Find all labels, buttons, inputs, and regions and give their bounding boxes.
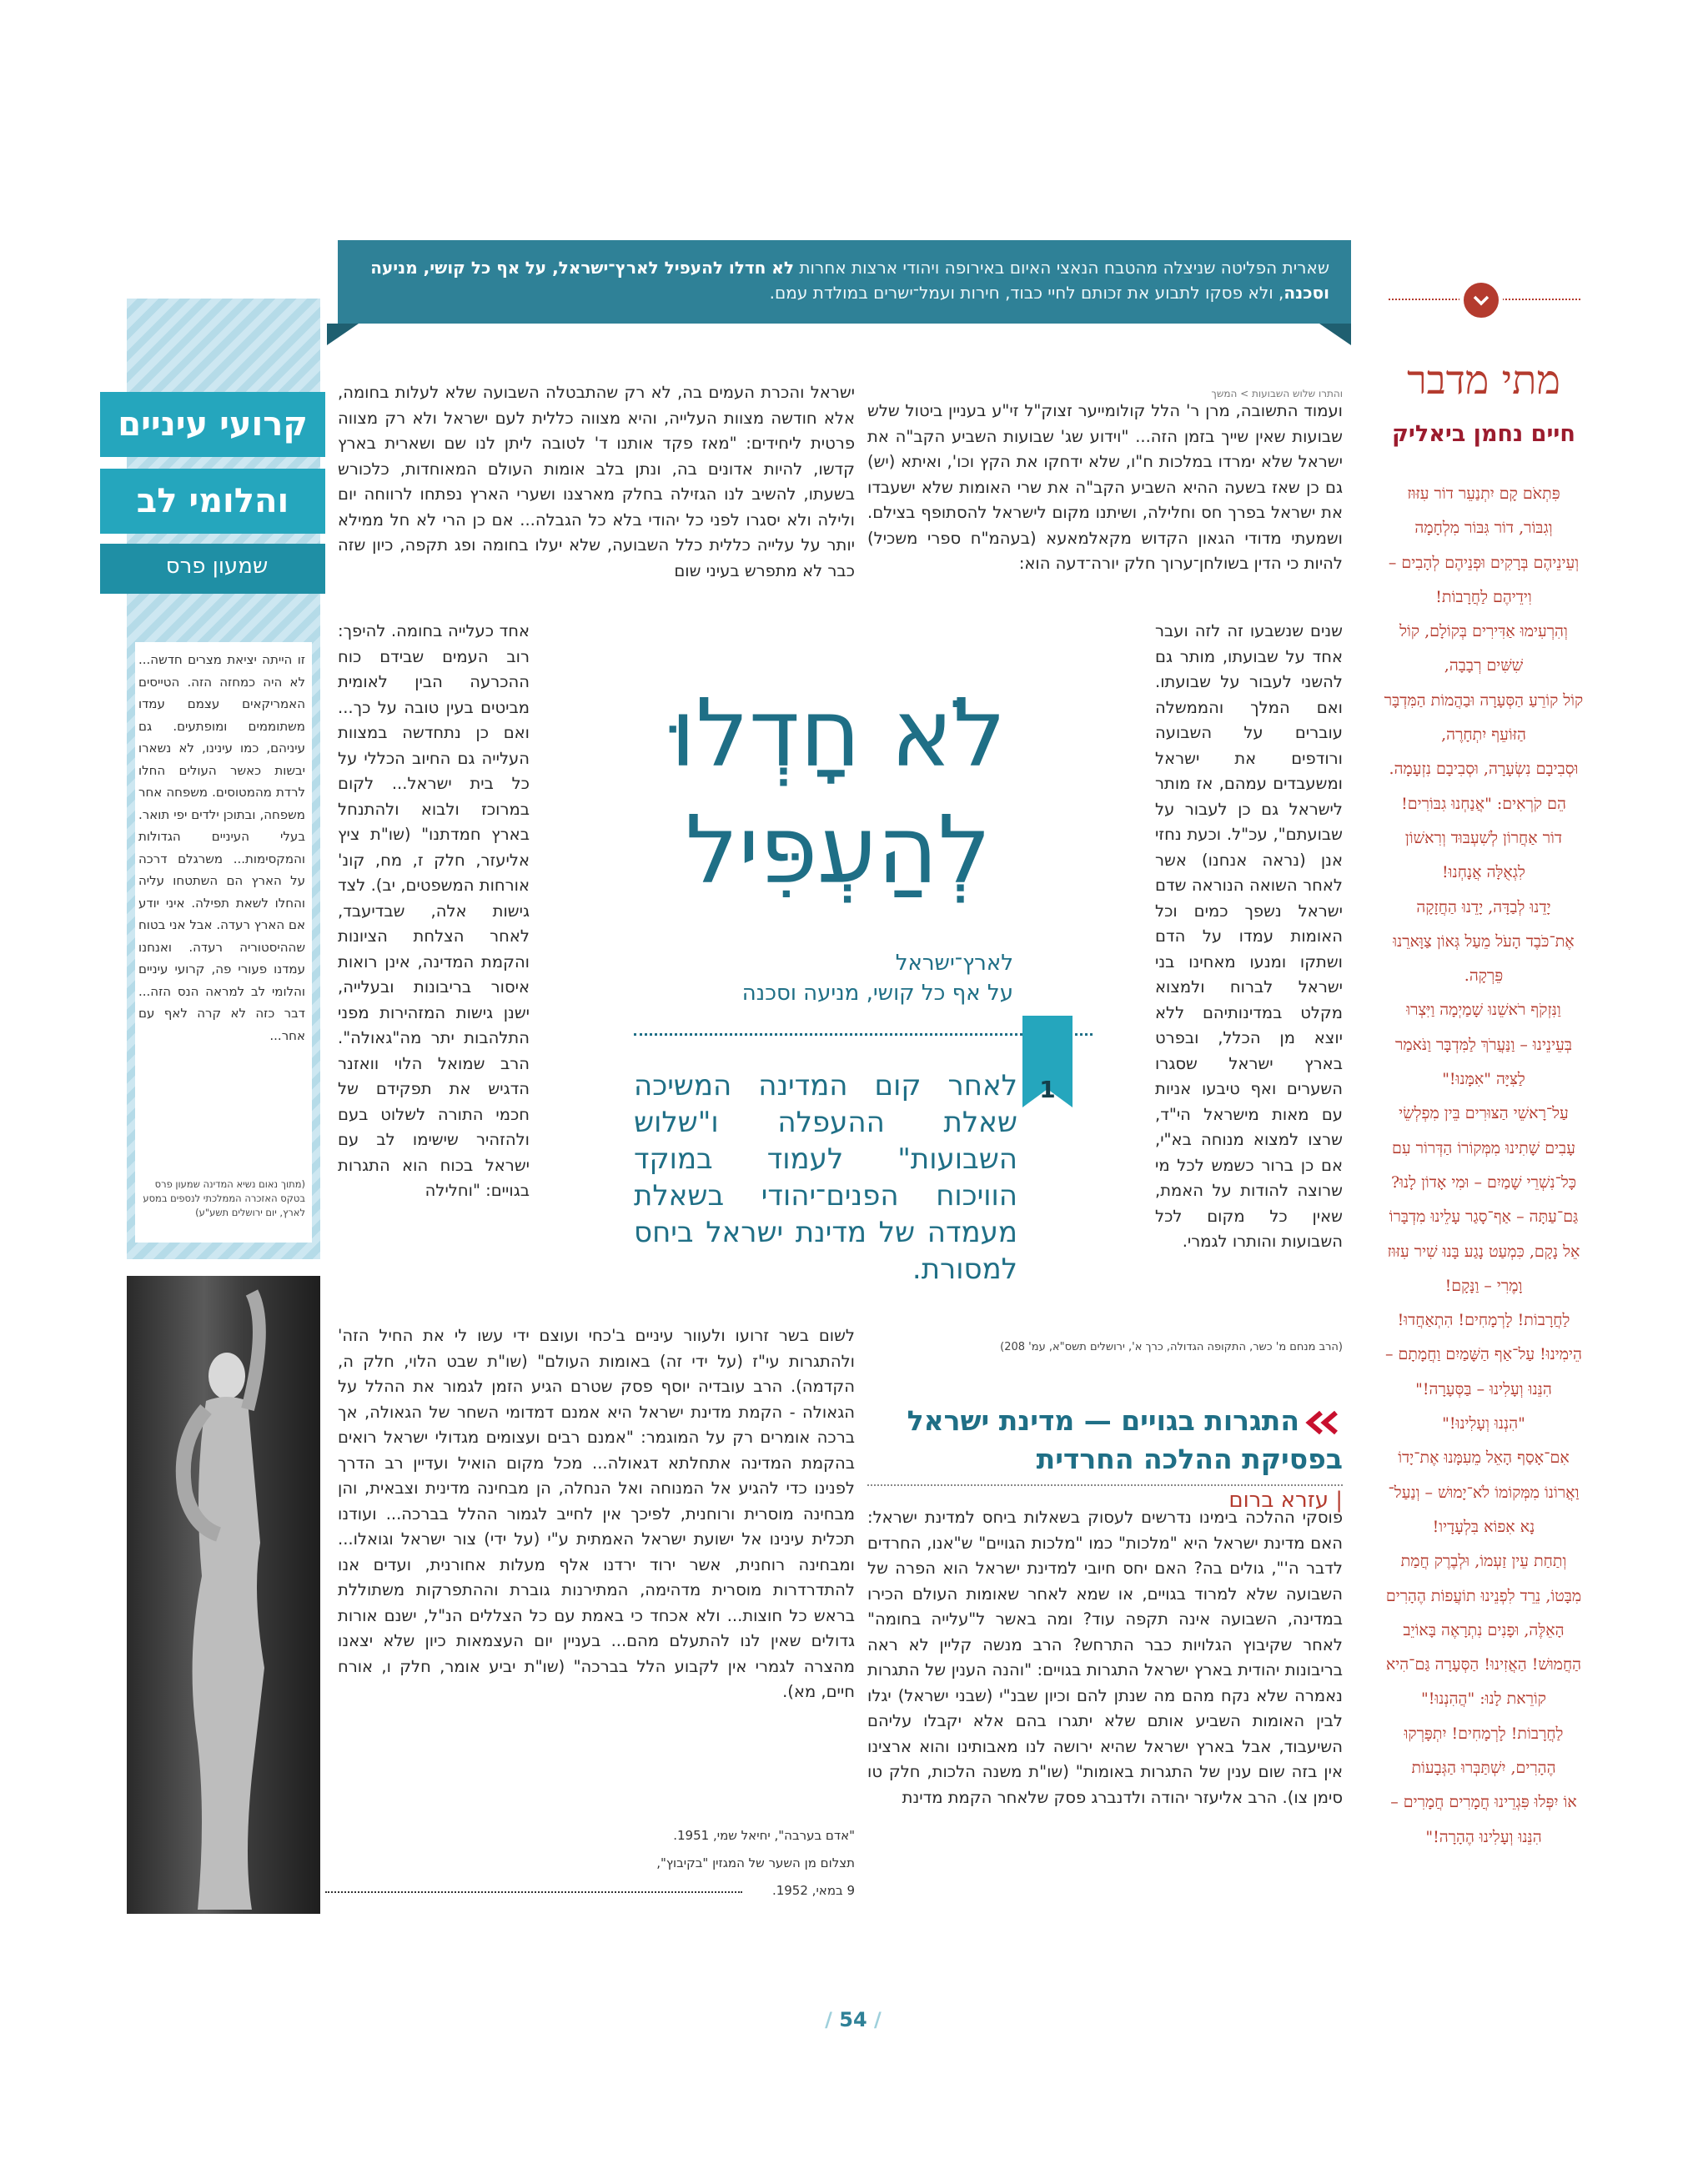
- poem-line: גַּם־עַתָּה – אַף־סָגַר עָלֵינוּ מִדְבָּרוֹ: [1389, 1207, 1579, 1227]
- top-banner: [338, 240, 1351, 324]
- poem-line: אֵל נָקָם, כִּמְעַט נָגַע בָּנוּ שִׁיר עִזּוּז: [1387, 1242, 1580, 1261]
- poem-line: וְעֵינֵיהֶם בְּרָקִים וּפְנֵיהֶם לְהָבִים –: [1388, 553, 1580, 572]
- banner-text-part1: שארית הפליטה שניצלה מהטבח הנאצי האיום באירופה ויהודי ארצות אחרות: [793, 258, 1329, 278]
- poem-line: דוֹר אַחֲרוֹן לְשִׁעְבּוּד וְרִאשׁוֹן: [1404, 828, 1563, 847]
- article-right-column: ועמוד התשובה, מרן ר' הלל קולומייער זצוק"ל זי"ע בעניין ביטול שלש שבועות שאין שייך בזמן הזה... "וידוע שג' שבועות השביע הקב"ה את ישראל שלא ימרדו במלכות ח"ו, שלא ידחקו את הקץ וכו', ואיתא (יש) גם כן שאז בשעה ההיא השביע הקב"ה את שרי האומות שלא ישעבדו את ישראל בפרך חס וחלילה, ושיתנו מקום לישראל להסתופף בצילם. ושמעתי מדודי הגאון הקדוש מקאלמאעא (בעהמ"ח ספרי משכיל) להיות כי הדין בשולחן־ערוך חלק יורה־דעה הוא:: [867, 401, 1343, 573]
- poem-line: לַחֲרָבוֹת! לָרְמָחִים! יִתְפָּרְקוּ: [1404, 1724, 1564, 1743]
- poem-line: לַצִּיָּה "אִמָּנוּ!": [1442, 1070, 1525, 1089]
- section-body: פוסקי ההלכה בימינו נדרשים לעסוק בשאלות ביחס למדינת ישראל: האם מדינת ישראל היא "מלכות" כמו "מלכות הגויים" ש"אנו, החרדים לדבר ה'", גולים בה? האם יחס חיובי למדינת ישראל הוא הפרה של השבועה שלא למרוד בגויים, או שמא לאחר שאומות העולם הכירו במדינה, השבועה אינה תקפה עוד? ומה באשר ל"עלייה בחומה" לאחר שקיבוץ הגלויות כבר התרחש? הרב מנשה קליין לא ראה בריבונות יהודית בארץ ישראל התגרות בגויים: "והנה הענין של התגרות נאמרה שלא נקח מהם מה שנתן להם וכיון שבנ"י (שבני ישראל) יגלו לבין האומות השביע אותם שלא יתגרו בהם אלא יקבלו עליהם השיעבוד, אבל בארץ ישראל שהיא ירושה לנו מאבותינו והוא ארצינו אין בזה שום ענין של התגרות באומות" (שו"ת משנה הלכות, חלק טו סימן צו). הרב אליעזר יהודה ולדנברג פסק שלאחר הקמת מדינת: [867, 1508, 1343, 1807]
- headline-subtitle-2: על אף כל קושי, מניעה וסכנה: [741, 981, 1013, 1006]
- section-title-line-2: בפסיקת ההלכה החרדית: [1036, 1443, 1343, 1475]
- section-double-chevron-icon: [1303, 1409, 1343, 1439]
- sidebar-tab-1: קרועי עיניים: [100, 392, 325, 457]
- poem-line: אֶת־כֹּבֶד הָעֹל מֵעַל גְּאוֹן צַוָּארֵנוּ: [1393, 931, 1575, 951]
- photo-caption-line-2: תצלום מן השער של המגזין "בקיבוץ",: [656, 1855, 855, 1870]
- sidebar-tab-2: והלומי לב: [100, 469, 325, 534]
- poem-line: עָבִים שָׁתִינוּ מִמְּקוֹרוֹ הַדְּרוֹר עִם: [1392, 1138, 1575, 1157]
- sidebar-author: שמעון פרס: [165, 554, 269, 579]
- poem-line: לַחֲרָבוֹת! לָרְמָחִים! הִתְאַחֲדוּ!: [1397, 1311, 1570, 1330]
- poem-line: כָּל־נִשְׁרֵי שָׁמַיִם – וּמִי אָדוֹן לָנוּ?: [1390, 1172, 1577, 1192]
- poem-line: וְגִבּוֹר, דוֹר גִּבּוֹר מִלְחָמָה: [1414, 519, 1553, 538]
- poem-line: וְתַחַת עֵין זַעְמוֹ, וּלְבֶרֶק חֲמַת: [1400, 1552, 1567, 1571]
- section-author-rule: [867, 1484, 1343, 1486]
- poem-badge: [1459, 279, 1503, 322]
- sidebar-quote-source: (מתוך נאום נשיא המדינה שמעון פרס בטקס האזכרה הממלכתי לנספים במסע לארץ, יום ירושלים תשע"ע): [143, 1178, 305, 1218]
- poem-line: אִם־אָסַף הָאֵל מֵעִמָּנוּ אֶת־יָדוֹ: [1398, 1448, 1570, 1468]
- chevron-down-icon: [1471, 290, 1491, 310]
- continuation-label: והתרו שלוש השבועות > המשך: [1211, 388, 1343, 399]
- poem-line: קוֹרֵאת לָנוּ: "הֲהִנְנוּ!": [1421, 1689, 1546, 1709]
- poem-line: שִׁשִּׁים רְבָבָה,: [1444, 656, 1524, 675]
- poem-line: וּסְבִיבָם נִשְׂעָרָה, וּסְבִיבָם נִזְעָמָה.: [1389, 760, 1579, 779]
- poem-line: וַנִּזְקֹף רֹאשֵׁנוּ שָׁמַיְמָה וַיִּצְרוּ: [1406, 1001, 1561, 1020]
- banner-bold-text-2: אף כל קושי, מניעה וסכנה: [370, 258, 1329, 303]
- caption-dotted-rule: [325, 1891, 742, 1893]
- page-number-slash-left: /: [825, 2008, 840, 2031]
- poem-line: בְּעֵינֵינוּ – וַנַּעֲרֹךְ לַמִּדְבָּר וַנֹּאמַר: [1394, 1035, 1573, 1054]
- sidebar-quote-text: זו הייתה יציאת מצרים חדשה... לא היה כמחזה הזה. הטייסים האמריקאים עצמם עמדו משתוממים ומופתעים. גם עיניהם, כמו עינינו, לא נשארו יבשות כאשר העולים החלו לרדת מהמטוסים. משפחה אחר משפחה, ובתוכן ילדים יפי תואר. בעלי העיניים הגדולות והמקסימות... משרגלם דרכה על הארץ הם השתטחו עליה והחלו לשאת תפילה. איני יודע אם הארץ רעדה. אבל אני בטוח שההיסטוריה רעדה. ואנחנו עמדנו פעורי פה, קרועי עיניים והלומי לב למראה הנס הזה... דבר כזה לא קרה לאף עם אחר...: [138, 652, 305, 1043]
- headline-line-1: לֹא חָדְלוּ: [670, 680, 1007, 788]
- poem-line: הֵם קֹרְאִים: "אֲנַחְנוּ גִבּוֹרִים!: [1401, 794, 1566, 813]
- sculpture-photo: [127, 1276, 320, 1914]
- poem-line: הָאֵלֶּה, וּפָנִים נִתְרָאֶה בָּאוֹיֵב: [1403, 1620, 1565, 1639]
- poem-author: חיים נחמן ביאליק: [1392, 421, 1575, 447]
- banner-bold-text: לא חדלו להעפיל לארץ־ישראל, על: [525, 258, 794, 278]
- poem-line: מִבָּטוֹ, נֵרֵד לִפְנֵינוּ תוֹעֲפוֹת הֶהָרִים: [1385, 1586, 1582, 1605]
- poem-line: פִּתְאֹם קָם יִתְנַעֵר דוֹר עִזּוּז: [1407, 484, 1560, 503]
- photo-caption-line-1: "אדם בערבה", יחיאל שמי, 1951.: [673, 1828, 855, 1843]
- article-left-column: ישראל והכרת העמים בה, לא רק שהתבטלה השבועה שלא לעלות בחומה, אלא חודשה מצוות העלייה, והיא מצווה כללית לעם ישראל ולא רק מצווה פרטית ליחידים: "מאז פקד אותנו ד' לטובה ליתן לנו שם ושארית בארץ קדשו, להיות אדונים בה, ונתן בלב אומות העולם המאוחדות, כלכורש בשעתו, להשיב לנו הגזילה בחלק מארצנו ושערי הארץ נפתחו לרווחה יום ולילה ולא יסגרו לפני כל יהודי בלא כל הגבלה... אם כן הרי לא חל ממילא יותר על עלייה כללית כלל השבועה, שלא יעלו בחומה ופג תקפה, כיון שזה כבר לא מתפרש בעיני שום: [338, 383, 855, 580]
- poem-title: מתי מדבר: [1407, 357, 1560, 404]
- section-author-bar: |: [1328, 1488, 1343, 1513]
- poem-line: לִגְאֻלָּה אֲנָחְנוּ!: [1442, 863, 1525, 882]
- headline-line-2: לְהַעְפִּיל: [685, 796, 992, 905]
- banner-text-part3: , ולא פסקו לתבוע את זכותם לחיי כבוד, חירות ועמל־ישרים במולדת עמם.: [769, 283, 1284, 303]
- poem-line: וְהִרְעִימוּ אַדִּירִים בְּקוֹלָם, קוֹל: [1399, 622, 1568, 641]
- poem-line: הַזּוֹעֵף יִתְחָרֶה,: [1441, 725, 1526, 745]
- sculpture-figure-illustration: [127, 1276, 320, 1914]
- poem-line: הִנֵּנוּ וְעָלִינוּ – בַּסְּעָרָה!": [1415, 1379, 1552, 1398]
- poem-line: הֵימִינוּ! עַל־אַף הַשָּׁמַיִם וַחֲמָתָם –: [1385, 1345, 1582, 1364]
- section-title-line-1: התגרות בגויים — מדינת ישראל: [907, 1404, 1299, 1437]
- page-number-slash-right: /: [867, 2008, 882, 2031]
- poem-line: וַאֲרוֹנוֹ מִמְּקוֹמוֹ לֹא־יָמוּשׁ – וְנַעַל־: [1388, 1483, 1580, 1502]
- poem-line: נָא אִפוֹא בִּלְעָדָיו!: [1432, 1517, 1535, 1536]
- page-number: 54: [839, 2008, 867, 2031]
- poem-line: עַל־רָאשֵׁי הַצּוּרִים בֵּין מִפְלְשֵׂי: [1399, 1104, 1569, 1123]
- article-right-source: (הרב מנחם מ' כשר, התקופה הגדולה, כרך א', ירושלים תשס"א, עמ' 208): [1000, 1341, 1343, 1353]
- article-left-bottom: לשום בשר זרועו ולעוור עיניים ב'כחי ועוצם ידי עשו לי את החיל הזה' ולהתגרות עי"ז (על ידי זה) באומות העולם" (שו"ת שבט הלוי, חלק ה, הקדמה). הרב עובדיה יוסף פסק שטרם הגיע הזמן לגמור את ההלל על הגאולה - הקמת מדינת ישראל היא אמנם דמדומי השחר של הגאולה, אך ברכה אומרים רק על המוגמר: "אמנם רבים ועצומים מגדולי ישראל רואים בהקמת המדינה אתחלתא דגאולה... מכל מקום הואיל ועדיין רב הדרך לפנינו כדי להגיע אל המנוחה ואל הנחלה, הן מבחינה מדינית וצבאית, והן מבחינה מוסרית ורוחנית, לפיכך אין לחייב לגמור ההלל בברכה... ועודנו תכלית עינינו אל ישועת ישראל האמתית ע"י (על ידי) צור ישראל וגואלו... ומבחינה רוחנית, אשר ירוד ירדנו אלף מעלות אחורנית, ועדים אנו להתדרדרות מוסרית מדהימה, המתירנות גוברת וההתפרקות משתוללת בראש כל חוצות... ולא אכחד כי באמת עם כל הצללים הנ"ל, ישנם אורות גדולים שאין לנו להתעלם מהם... בעניין יום העצמאות כיון שלא יצאנו מהצרה לגמרי אין לקבוע הלל בברכה" (שו"ת יביע אומר, חלק ו, אורח חיים, מא).: [338, 1326, 855, 1701]
- poem-line: הַחֲמוּשׁ! הַאֲזִינוּ! הַסְּעָרָה גַּם־הִיא: [1385, 1655, 1582, 1674]
- article-right-narrow: שנים שנשבעו זה לזה ועבר אחד על שבועתו, מותר גם להשני לעבור על שבועתו. ואם המלך והממשלה עוברים על השבועה ורודפים את ישראל ומשעבדים עמהם, אז מותר לישראל גם כן לעבור על שבועתם", עכ"ל. וכעת נחזי אנן (נראה אנחנו) אשר לאחר השואה הנוראה שדם ישראל נשפך כמים וכל האומות עמדו על הדם ושתקו ומנעו מאחינו בני ישראל לברוח ולמצוא מקלט במדינותיהם ללא יוצא מן הכלל, ובפרט בארץ ישראל שסגרו השערים ואף טיבעו אניות עם מאות מישראל הי"ד, שרצו למצוא מנוחה בא"י, אם כן ברור כשמש לכל מי שרוצה להודות על האמת, שאין כל מקום לכל השבועות והותרו לגמרי.: [1155, 621, 1343, 1251]
- page-number-bar: [816, 2008, 891, 2038]
- poem-line: יָדֵנוּ לְבַדָּה, יָדֵנוּ הַחֲזָקָה: [1416, 897, 1551, 916]
- intro-text: לאחר קום המדינה המשיכה שאלת ההעפלה ו"שלוש השבועות" לעמוד במוקד הוויכוח הפנים־יהודי בשאלת מעמדה של מדינת ישראל ביחס למסורת.: [634, 1069, 1017, 1286]
- poem-line: הֶהָרִים, יִשְׁתַּבְּרוּ הַגְּבָעוֹת: [1411, 1758, 1556, 1777]
- headline-subtitle-1: לארץ־ישראל: [895, 951, 1013, 976]
- section-author-name: עזרא ברום: [1228, 1488, 1329, 1513]
- banner-tail-left: [327, 324, 359, 345]
- poem-line: פֵּרְקָה.: [1464, 966, 1504, 986]
- poem-body: [1376, 477, 1591, 1855]
- article-left-narrow: אחד כעלייה בחומה. להיפך: רוב העמים שבידם כוח ההכרעה הבין לאומית מביטים בעין טובה על כך... ואם כן נתחדשה במצוות העלייה גם החיוב הכללי על כל בית ישראל... לקום במרוכז ולבוא ולהתנחל בארץ חמדתנו" (שו"ת ציץ אליעזר, חלק ז, מח, קונ' אורחות המשפטים, יב). לצד גישות אלה, שבדיעבד, לאחר הצלחת הציונות והקמת המדינה, אינן רואות איסור בריבונות ובעלייה, ישנן גישות המזהירות מפני התלהבות יתר מה"גאולה". הרב שמואל הלוי וואזנר הדגיש את תפקידם של חכמי התורה לשלוט בעם ולהזהיר שישימו לב עם ישראל בכוח הוא התגרות בגויים: "וחלילה: [338, 621, 530, 1200]
- poem-line: הִנֵּנוּ וְעָלִינוּ הֶהָרָה!": [1425, 1827, 1542, 1846]
- poem-line: וִידֵיהֶם לַחֲרָבוֹת!: [1435, 587, 1532, 606]
- intro-number: 1: [1039, 1076, 1056, 1103]
- poem-line: קוֹל קוֹרֵעַ הַסְּעָרָה וּבַהֲמוֹת הַמִּדְבָּר: [1384, 690, 1584, 710]
- photo-caption-line-3: 9 במאי, 1952.: [771, 1883, 855, 1898]
- poem-line: אוֹ יִפְּלוּ פִּגְרֵינוּ חֲמָרִים חֲמָרִים –: [1390, 1793, 1577, 1812]
- poem-line: וָמֶרִי – וַנָּקָם!: [1444, 1276, 1523, 1295]
- poem-line: "הִנְנוּ וְעָלִינוּ!": [1442, 1414, 1525, 1433]
- banner-tail-right: [1319, 324, 1351, 345]
